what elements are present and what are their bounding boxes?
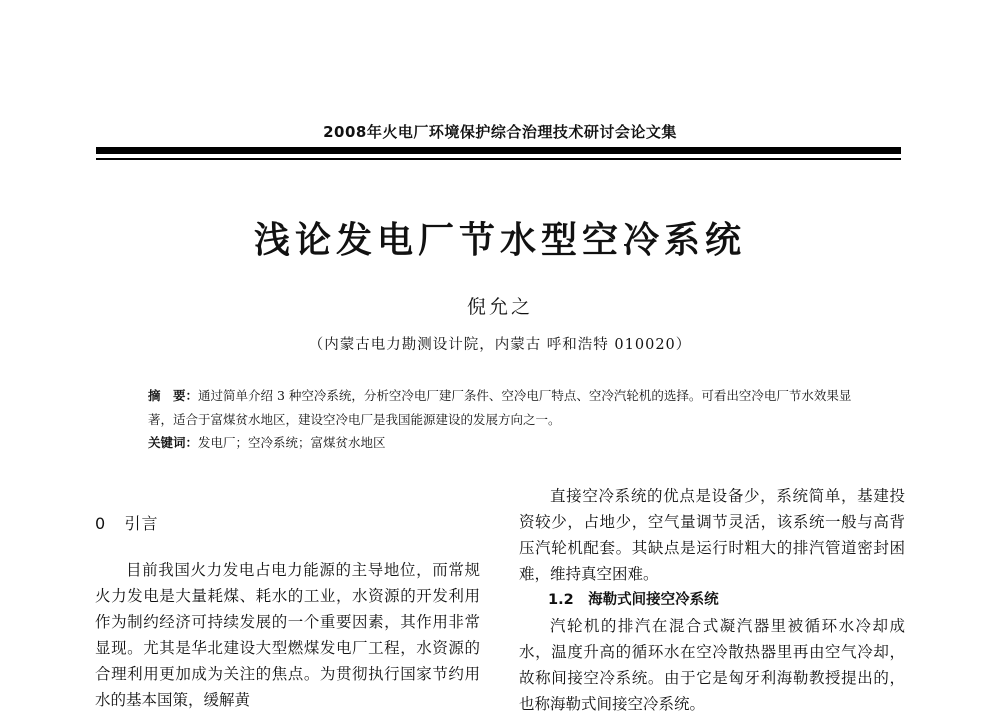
left-column [95, 557, 480, 713]
keywords-label: 关键词： [148, 435, 199, 450]
section-0-heading [95, 511, 158, 534]
proceedings-header: 2008年火电厂环境保护综合治理技术研讨会论文集 [323, 123, 677, 141]
direct-aircooling-paragraph: 直接空冷系统的优点是设备少，系统简单，基建投资较少，占地少，空气量调节灵活，该系统一般与高背压汽轮机配套。其缺点是运行时粗大的排汽管道密封困难，维持真空困难。 [519, 487, 905, 583]
section-1-2-heading: 1.2 海勒式间接空冷系统 [548, 592, 719, 608]
abstract-paragraph [148, 384, 860, 431]
paper-author: 倪允之 [466, 296, 533, 318]
abstract-text: 通过简单介绍 3 种空冷系统，分析空冷电厂建厂条件、空冷电厂特点、空冷汽轮机的选择。可看出空冷电厂节水效果显著，适合于富煤贫水地区，建设空冷电厂是我国能源建设的发展方向之一。 [148, 388, 852, 427]
abstract-block [148, 384, 860, 455]
header-rule-thin [96, 158, 901, 160]
keywords-text: 发电厂；空冷系统；富煤贫水地区 [198, 435, 386, 450]
right-column [519, 483, 905, 717]
intro-paragraph: 目前我国火力发电占电力能源的主导地位，而常规火力发电是大量耗煤、耗水的工业，水资源的开发利用作为制约经济可持续发展的一个重要因素，其作用非常显现。尤其是华北建设大型燃煤发电厂工程，水资源的合理利用更加成为关注的焦点。为贯彻执行国家节约用水的基本国策，缓解黄 [95, 561, 480, 709]
abstract-label: 摘 要： [148, 388, 199, 403]
keywords-paragraph [148, 431, 860, 455]
header-rule-thick [96, 147, 901, 154]
paper-title: 浅论发电厂节水型空冷系统 [253, 220, 746, 261]
heller-paragraph: 汽轮机的排汽在混合式凝汽器里被循环水冷却成水，温度升高的循环水在空冷散热器里再由空气冷却，故称间接空冷系统。由于它是匈牙利海勒教授提出的，也称海勒式间接空冷系统。 [519, 617, 905, 713]
paper-affiliation: （内蒙古电力勘测设计院，内蒙古 呼和浩特 010020） [308, 337, 692, 353]
section-0-title: 引言 [124, 514, 159, 533]
section-0-number: 0 [95, 514, 107, 533]
